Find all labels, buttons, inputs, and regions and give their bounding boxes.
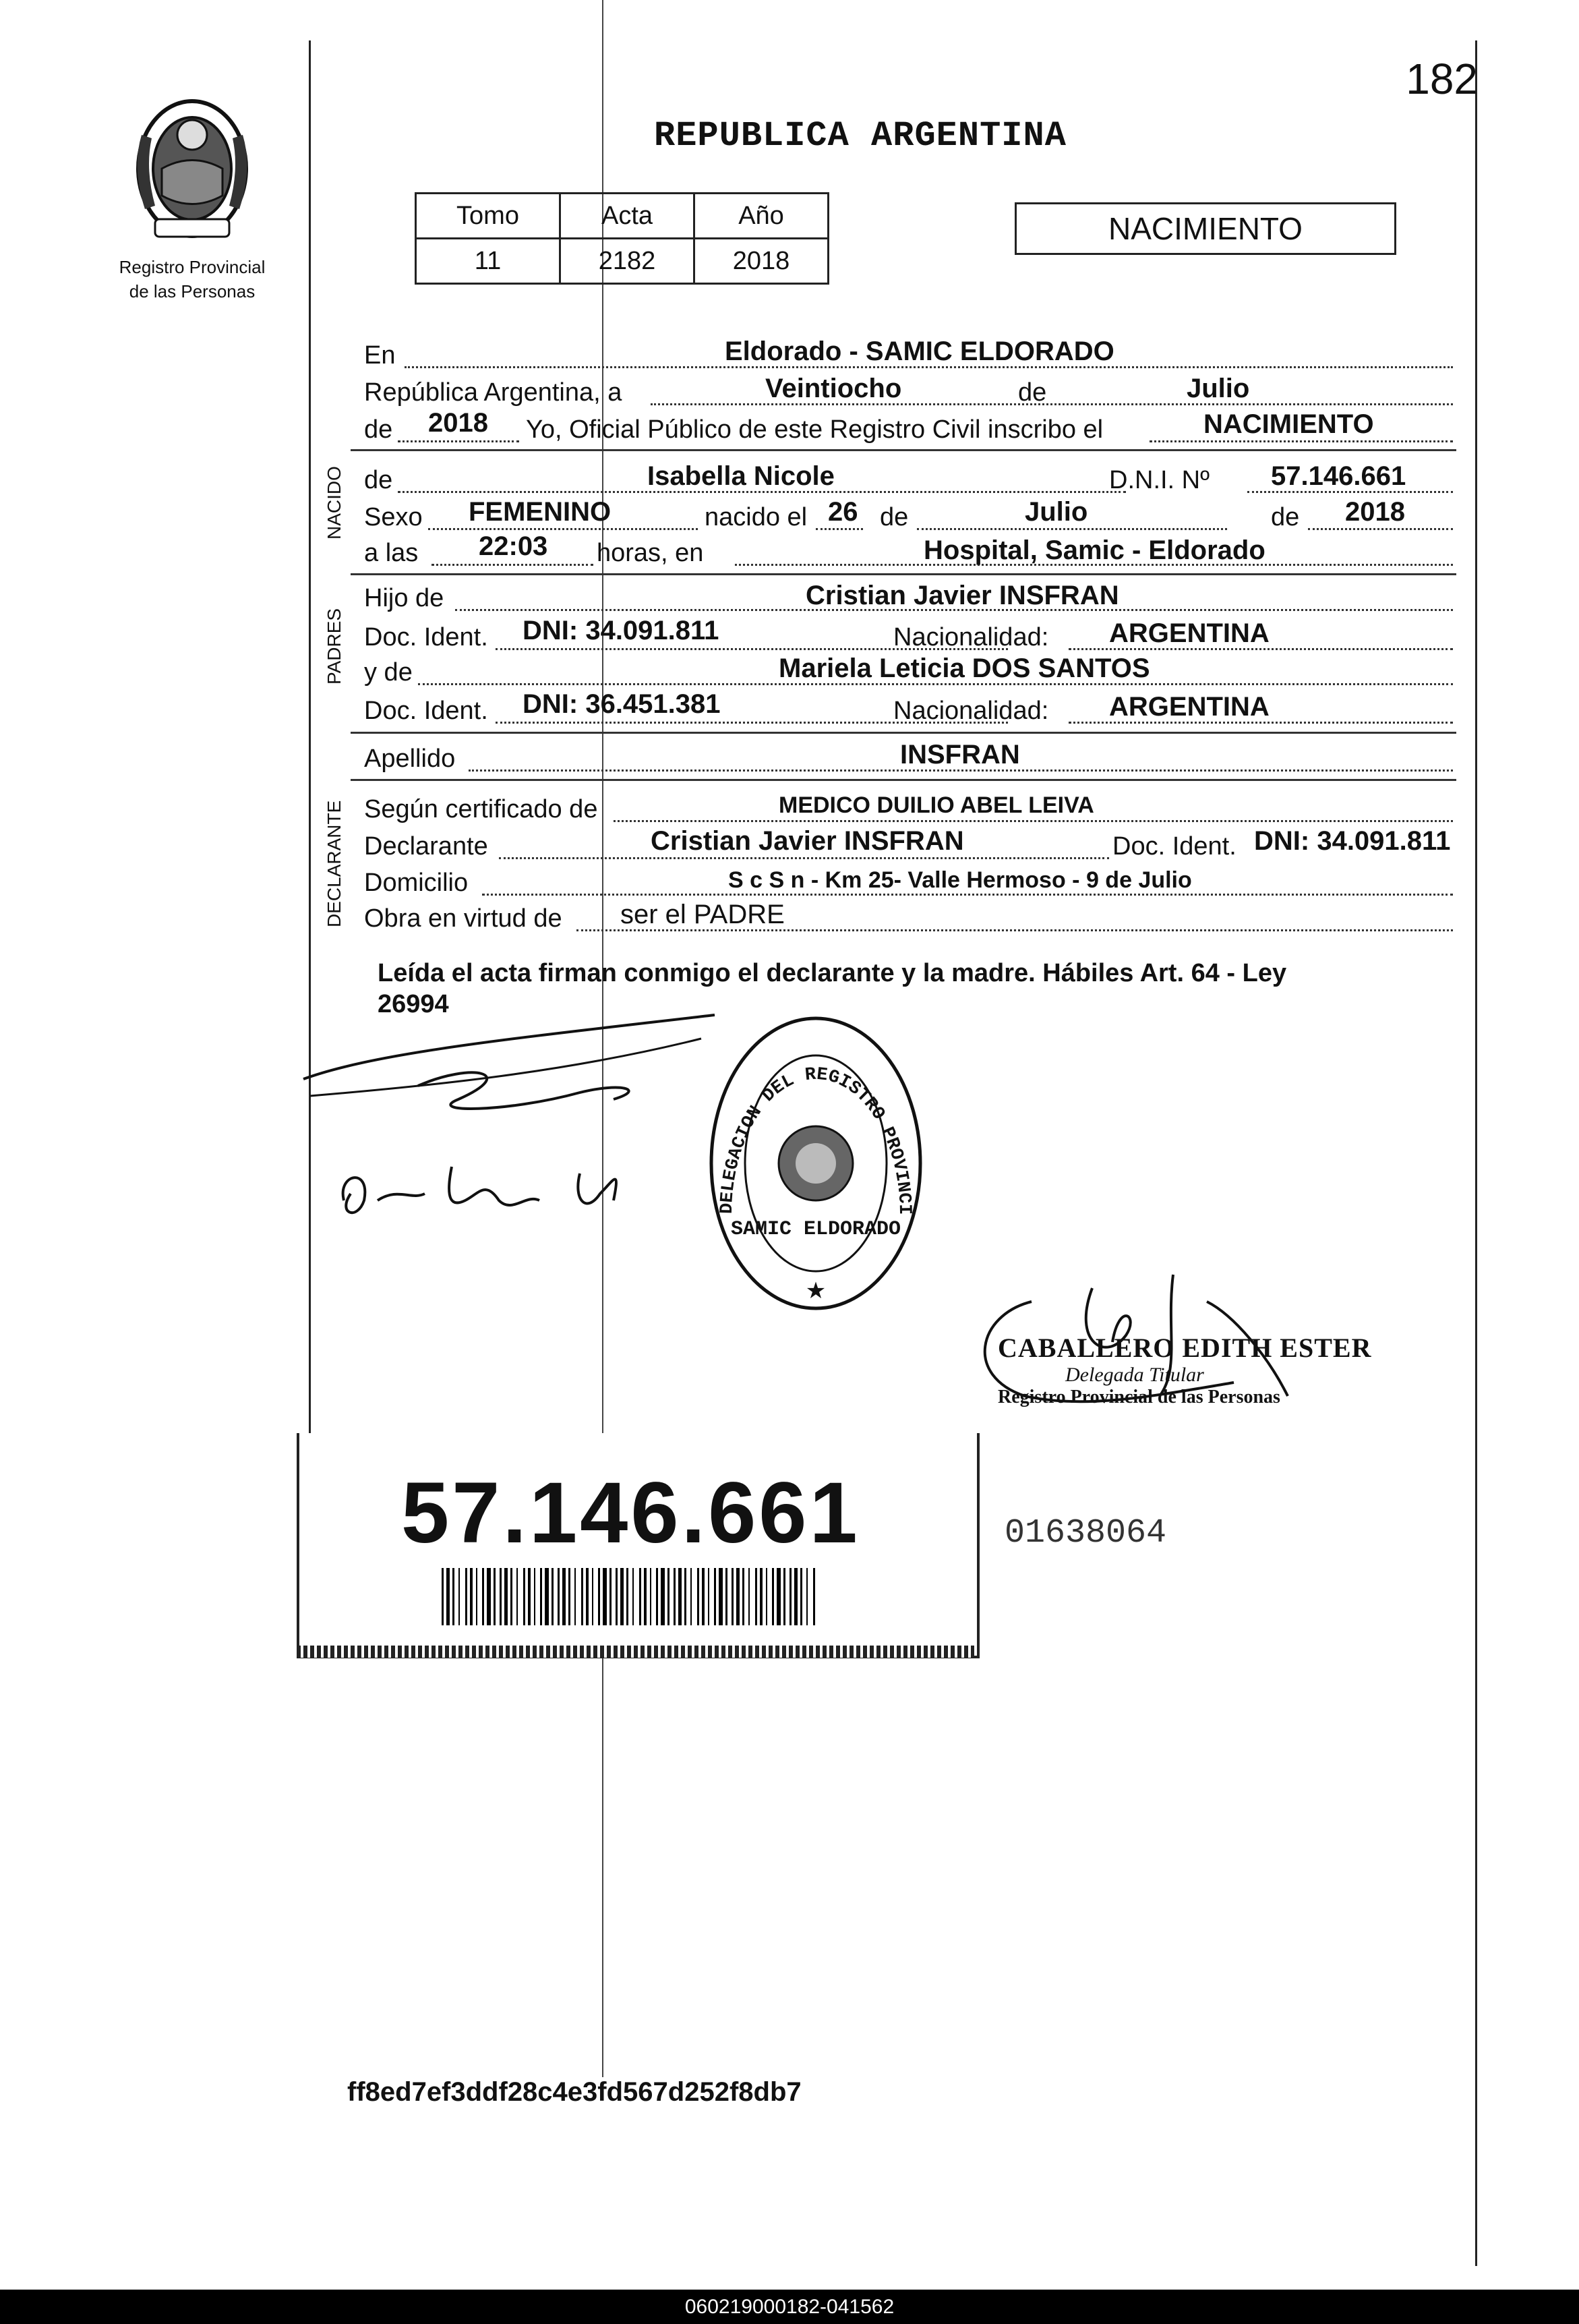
declarante-value: Cristian Javier INSFRAN [651, 826, 964, 856]
tomo-header: Tomo [416, 194, 560, 239]
row-doc-madre [364, 689, 1453, 729]
record-type-box: NACIMIENTO [1015, 202, 1396, 255]
tipo-value: NACIMIENTO [1203, 409, 1374, 439]
section-rule-2 [351, 573, 1456, 575]
madre-value: Mariela Leticia DOS SANTOS [779, 653, 1150, 683]
row-hora [364, 531, 1453, 571]
declarante-label: Declarante [364, 832, 488, 861]
page-number: 182 [1406, 55, 1478, 103]
nac-madre-value: ARGENTINA [1109, 692, 1270, 722]
doc-padre-value: DNI: 34.091.811 [523, 616, 719, 645]
sexo-label: Sexo [364, 503, 423, 531]
document-title: REPUBLICA ARGENTINA [654, 116, 1067, 156]
anio-value: 2018 [428, 408, 488, 438]
de-nombre-label: de [364, 466, 393, 494]
row-apellido [364, 740, 1453, 777]
doc-declarante-value: DNI: 34.091.811 [1254, 826, 1451, 856]
obra-label: Obra en virtud de [364, 904, 562, 933]
de-label: de [1018, 378, 1047, 407]
provincial-seal-logo [108, 94, 276, 301]
acta-value: 2182 [560, 239, 694, 284]
doc-ident-padre-label: Doc. Ident. [364, 623, 488, 651]
mes-value: Julio [1187, 374, 1250, 403]
nacionalidad-madre-label: Nacionalidad: [893, 697, 1049, 725]
doc-ident-declarante-label: Doc. Ident. [1112, 832, 1237, 861]
label-frame-bottom [297, 1646, 974, 1658]
dia-letras-value: Veintiocho [765, 374, 902, 403]
row-nombre [364, 462, 1453, 498]
row-madre [364, 654, 1453, 691]
footer-id-bar: 060219000182-041562 [0, 2290, 1579, 2324]
anio-nac-value: 2018 [1345, 497, 1405, 527]
certificado-value: MEDICO DUILIO ABEL LEIVA [779, 792, 1094, 818]
doc-ident-madre-label: Doc. Ident. [364, 697, 488, 725]
apellido-label: Apellido [364, 745, 456, 773]
sexo-value: FEMENINO [469, 497, 612, 527]
reference-table [415, 192, 829, 285]
row-domicilio [364, 865, 1453, 901]
lugar-nac-value: Hospital, Samic - Eldorado [924, 535, 1265, 565]
dni-value: 57.146.661 [1271, 461, 1406, 491]
side-label-declarante: DECLARANTE [324, 800, 345, 927]
hijo-de-label: Hijo de [364, 584, 444, 612]
dni-label: D.N.I. Nº [1109, 466, 1210, 494]
de-anio-label: de [1271, 503, 1300, 531]
side-label-nacido: NACIDO [324, 466, 345, 540]
document-serial: 01638064 [1005, 1514, 1167, 1552]
de-label-2: de [364, 415, 393, 444]
closing-line-1: Leída el acta firman conmigo el declarante y la madre. Hábiles Art. 64 - Ley [378, 959, 1287, 987]
row-certificado [364, 791, 1453, 827]
row-fecha [364, 374, 1453, 411]
right-margin-rule [1475, 40, 1477, 2266]
a-las-label: a las [364, 539, 419, 567]
doc-madre-value: DNI: 36.451.381 [523, 689, 721, 719]
anio-header: Año [694, 194, 829, 239]
y-de-label: y de [364, 658, 413, 687]
row-padre [364, 580, 1453, 616]
svg-text:★: ★ [805, 1278, 827, 1304]
official-role: Delegada Titular [1065, 1364, 1204, 1386]
nacionalidad-padre-label: Nacionalidad: [893, 623, 1049, 651]
nac-padre-value: ARGENTINA [1109, 618, 1270, 648]
domicilio-label: Domicilio [364, 869, 469, 897]
row-oficial [364, 408, 1453, 448]
barcode-icon [442, 1568, 819, 1625]
stamp-outer-text: DELEGACION DEL REGISTRO PROVINCI [717, 1064, 915, 1215]
official-name: CABALLERO EDITH ESTER [998, 1333, 1372, 1363]
padre-value: Cristian Javier INSFRAN [806, 581, 1119, 610]
horas-en-label: horas, en [597, 539, 704, 567]
lugar-value: Eldorado - SAMIC ELDORADO [725, 337, 1114, 366]
row-declarante [364, 828, 1453, 865]
section-rule-1 [351, 449, 1456, 451]
mes-nac-value: Julio [1025, 497, 1088, 527]
republica-label: República Argentina, a [364, 378, 622, 407]
apellido-value: INSFRAN [900, 740, 1020, 769]
nombre-value: Isabella Nicole [647, 461, 835, 491]
de-mes-label: de [880, 503, 909, 531]
row-obra [364, 900, 1453, 937]
dia-nac-value: 26 [828, 497, 858, 527]
row-lugar [364, 337, 1453, 374]
official-stamp [705, 1012, 927, 1318]
tomo-value: 11 [416, 239, 560, 284]
coat-of-arms-icon [128, 94, 256, 250]
section-rule-3 [351, 732, 1456, 734]
section-rule-4 [351, 779, 1456, 781]
logo-caption-line1: Registro Provincial [119, 257, 266, 277]
side-label-padres: PADRES [324, 608, 345, 685]
dni-sticker-number: 57.146.661 [401, 1465, 860, 1561]
en-label: En [364, 341, 396, 370]
domicilio-value: S c S n - Km 25- Valle Hermoso - 9 de Julio [728, 867, 1192, 893]
closing-line-2: 26994 [378, 990, 449, 1018]
obra-value: ser el PADRE [620, 900, 785, 929]
official-name-stamp [998, 1332, 1371, 1408]
stamp-inner-text: SAMIC ELDORADO [730, 1218, 901, 1241]
oficial-text: Yo, Oficial Público de este Registro Civil inscribo el [526, 415, 1104, 444]
nacido-el-label: nacido el [705, 503, 808, 531]
acta-header: Acta [560, 194, 694, 239]
hora-value: 22:03 [479, 531, 548, 561]
certificado-label: Según certificado de [364, 795, 598, 823]
logo-caption-line2: de las Personas [129, 281, 256, 301]
document-hash: ff8ed7ef3ddf28c4e3fd567d252f8db7 [347, 2077, 802, 2107]
anio-value: 2018 [694, 239, 829, 284]
official-org: Registro Provincial de las Personas [998, 1387, 1280, 1407]
stamp-oval-icon [705, 1012, 927, 1315]
